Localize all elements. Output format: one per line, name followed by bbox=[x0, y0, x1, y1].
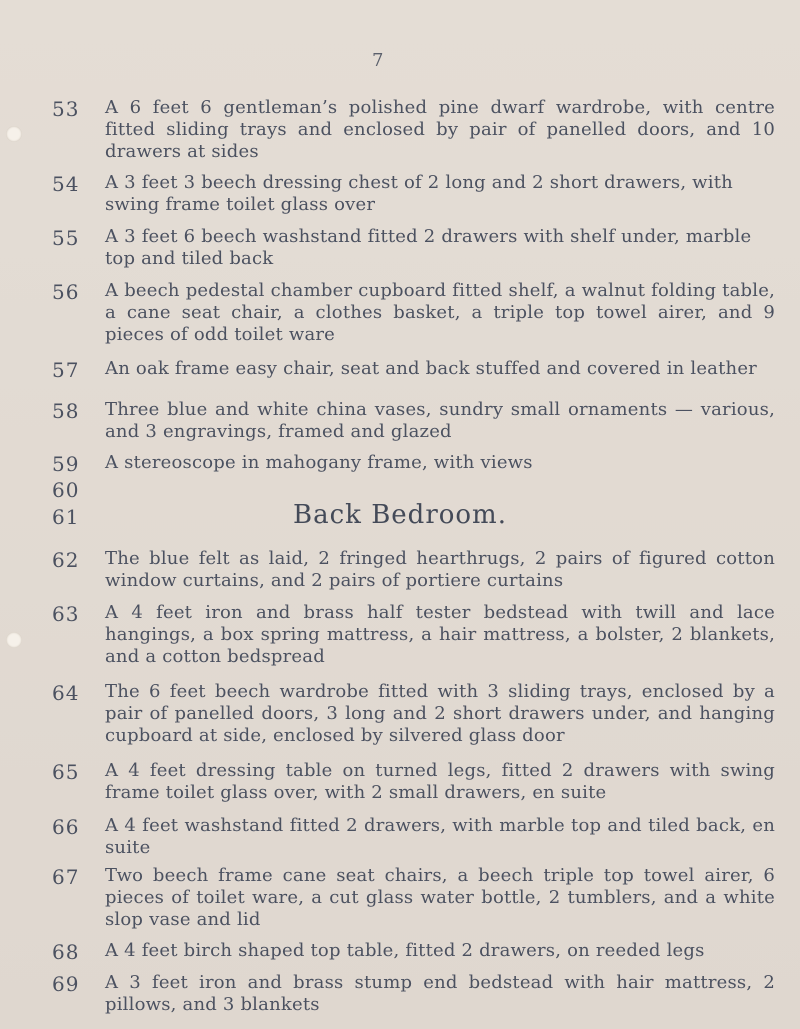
section-heading: Back Bedroom. bbox=[293, 500, 507, 530]
binding-hole bbox=[6, 126, 22, 142]
lot-number: 57 bbox=[52, 358, 80, 382]
lot-number: 59 bbox=[52, 452, 80, 476]
lot-description: A stereoscope in mahogany frame, with views bbox=[105, 452, 533, 473]
lot-description: A beech pedestal chamber cupboard fitted shelf, a walnut folding table, a cane seat chair, a clothes basket, a triple top towel airer, and 9 pieces of odd toilet ware bbox=[105, 280, 775, 345]
lot-description: Two beech frame cane seat chairs, a beech triple top towel airer, 6 pieces of toilet ware, a cut glass water bottle, 2 tumblers, and a white slop vase and lid bbox=[105, 865, 775, 930]
lot-description: A 3 feet 6 beech washstand fitted 2 drawers with shelf under, marble top and tiled back bbox=[105, 226, 752, 269]
lot-number: 58 bbox=[52, 399, 80, 423]
lot-number: 67 bbox=[52, 865, 80, 889]
lot-number: 64 bbox=[52, 681, 80, 705]
lot-number: 56 bbox=[52, 280, 80, 304]
lot-number: 55 bbox=[52, 226, 80, 250]
lot-number: 60 bbox=[52, 478, 80, 502]
lot-number: 65 bbox=[52, 760, 80, 784]
lot-number: 61 bbox=[52, 505, 80, 529]
lot-description: A 4 feet washstand fitted 2 drawers, with marble top and tiled back, en suite bbox=[105, 815, 775, 858]
page-number: 7 bbox=[372, 50, 384, 71]
binding-hole bbox=[6, 632, 22, 648]
lot-description: Three blue and white china vases, sundry small ornaments — various, and 3 engravings, framed and glazed bbox=[105, 399, 775, 442]
lot-number: 54 bbox=[52, 172, 80, 196]
lot-description: A 3 feet iron and brass stump end bedstead with hair mattress, 2 pillows, and 3 blankets bbox=[105, 972, 775, 1015]
lot-description: A 6 feet 6 gentleman’s polished pine dwarf wardrobe, with centre fitted sliding trays and enclosed by pair of panelled doors, and 10 drawers at sides bbox=[105, 97, 775, 162]
lot-description: A 4 feet iron and brass half tester bedstead with twill and lace hangings, a box spring mattress, a hair mattress, a bolster, 2 blankets, and a cotton bedspread bbox=[105, 602, 775, 667]
lot-number: 69 bbox=[52, 972, 80, 996]
lot-description: An oak frame easy chair, seat and back stuffed and covered in leather bbox=[105, 358, 757, 379]
lot-description: A 4 feet birch shaped top table, fitted 2 drawers, on reeded legs bbox=[105, 940, 705, 961]
lot-description: A 4 feet dressing table on turned legs, fitted 2 drawers with swing frame toilet glass over, with 2 small drawers, en suite bbox=[105, 760, 775, 803]
lot-number: 66 bbox=[52, 815, 80, 839]
lot-number: 68 bbox=[52, 940, 80, 964]
lot-description: A 3 feet 3 beech dressing chest of 2 long and 2 short drawers, with swing frame toilet glass over bbox=[105, 172, 733, 215]
lot-number: 62 bbox=[52, 548, 80, 572]
lot-number: 53 bbox=[52, 97, 80, 121]
lot-number: 63 bbox=[52, 602, 80, 626]
lot-description: The 6 feet beech wardrobe fitted with 3 sliding trays, enclosed by a pair of panelled doors, 3 long and 2 short drawers under, and hanging cupboard at side, enclosed by silvered glass door bbox=[105, 681, 775, 746]
lot-description: The blue felt as laid, 2 fringed hearthrugs, 2 pairs of figured cotton window curtains, and 2 pairs of portiere curtains bbox=[105, 548, 775, 591]
